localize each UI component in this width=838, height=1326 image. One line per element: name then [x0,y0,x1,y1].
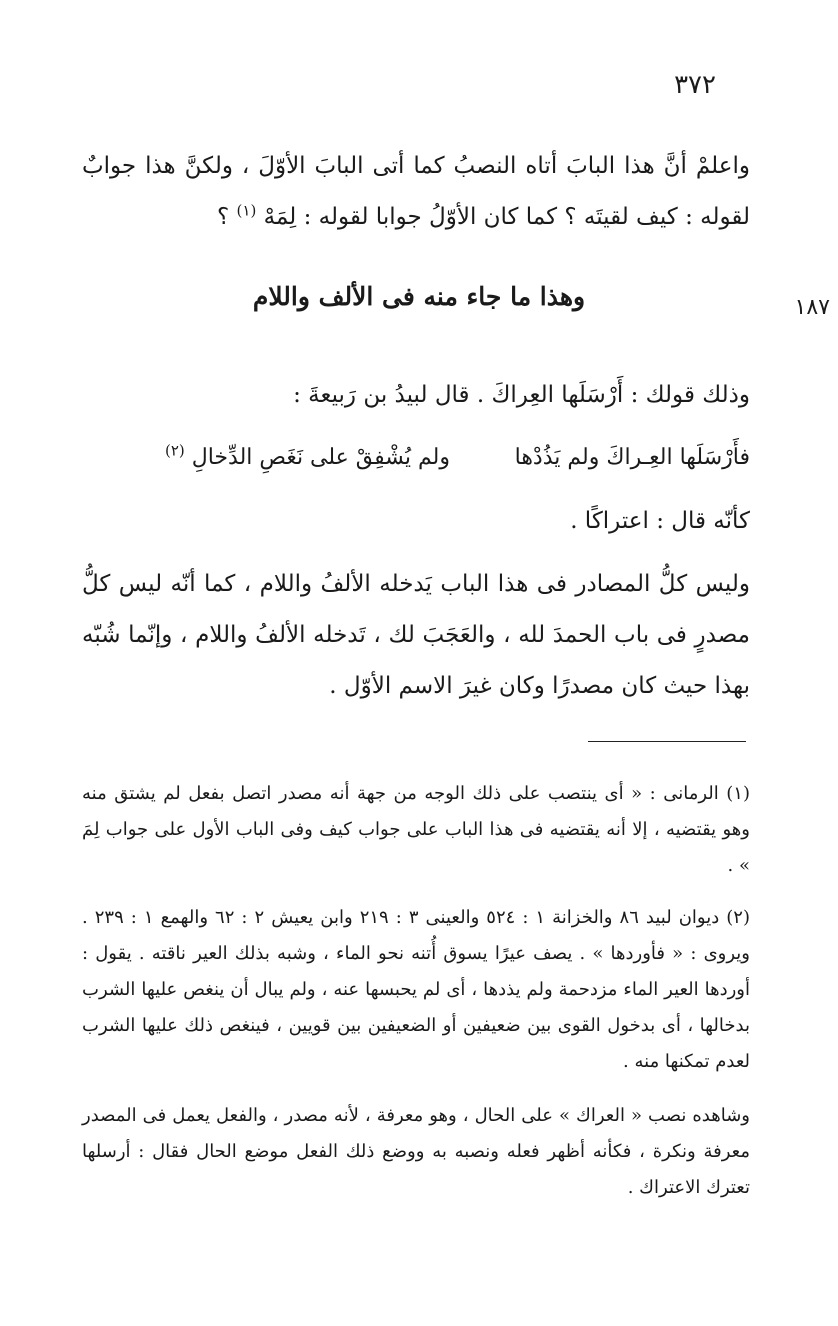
footnote-marker-1: (١) [236,201,257,220]
main-paragraph: وليس كلُّ المصادر فى هذا الباب يَدخله الألفُ واللام ، كما أنّه ليس كلُّ مصدرٍ فى باب الحمدَ لله ، والعَجَبَ لك ، تَدخله الألفُ واللام ، وإنّما شُبّه بهذا حيث كان مصدرًا وكان غيرَ الاسم الأوّل . [82,571,750,699]
intro-paragraph [82,141,750,243]
verse-second-hemistich-text: ولم يُشْفِقْ على نَغَصِ الدِّخالِ [191,445,450,470]
intro-end: ؟ [217,204,237,230]
section-heading: وهذا ما جاء منه فى الألف واللام [252,282,586,311]
poetry-verse [150,441,750,485]
as-if-line: كأنّه قال : اعتراكًا . [570,508,750,534]
footnote-1: (١) الرمانى : « أى ينتصب على ذلك الوجه من جهة أنه مصدر اتصل بفعل لم يشتق منه وهو يقتضيه ، إلا أنه يقتضيه فى هذا الباب على جواب كيف وفى الباب الأول على جواب لِمَ » . [82,783,750,876]
footnote-divider [588,741,746,742]
margin-section-number: ١٨٧ [794,295,830,320]
verse-second-hemistich [164,441,450,470]
verse-first-hemistich: فأَرْسَلَها العِـراكَ ولم يَذُدْها [514,445,750,470]
footnote-marker-2: (٢) [164,441,185,460]
footnote-2-continuation: وشاهده نصب « العراك » على الحال ، وهو معرفة ، لأنه مصدر ، والفعل يعمل فى المصدر معرفة ونكرة ، فكأنه أظهر فعله ونصبه به ووضع ذلك الفعل موضع الحال فقال : أرسلها تعترك الاعتراك . [82,1105,750,1198]
intro-text: واعلمْ أنَّ هذا البابَ أتاه النصبُ كما أتى البابَ الأوّلَ ، ولكنَّ هذا جوابٌ لقوله : كيف لقيتَه ؟ كما كان الأوّلُ جوابا لقوله : لِمَهْ [82,153,750,230]
footnote-2: (٢) ديوان لبيد ٨٦ والخزانة ١ : ٥٢٤ والعينى ٣ : ٢١٩ وابن يعيش ٢ : ٦٢ والهمع ١ : ٢٣٩ . ويروى : « فأوردها » . يصف عيرًا يسوق أُتنه نحو الماء ، وشبه بذلك العير ناقته . يقول : أوردها العير الماء مزدحمة ولم يذدها ، أى لم يحبسها عنه ، ولم يبال أن ينغص عليها الشرب بدخالها ، أى بدخول القوى بين ضعيفين أو الضعيفين بين قويين ، فينغص ذلك عليها الشرب لعدم تمكنها منه . [82,907,750,1072]
page-number: ٣٧٢ [674,70,716,100]
example-line: وذلك قولك : أَرْسَلَها العِراكَ . قال لبيدُ بن رَبيعةَ : [293,382,750,408]
